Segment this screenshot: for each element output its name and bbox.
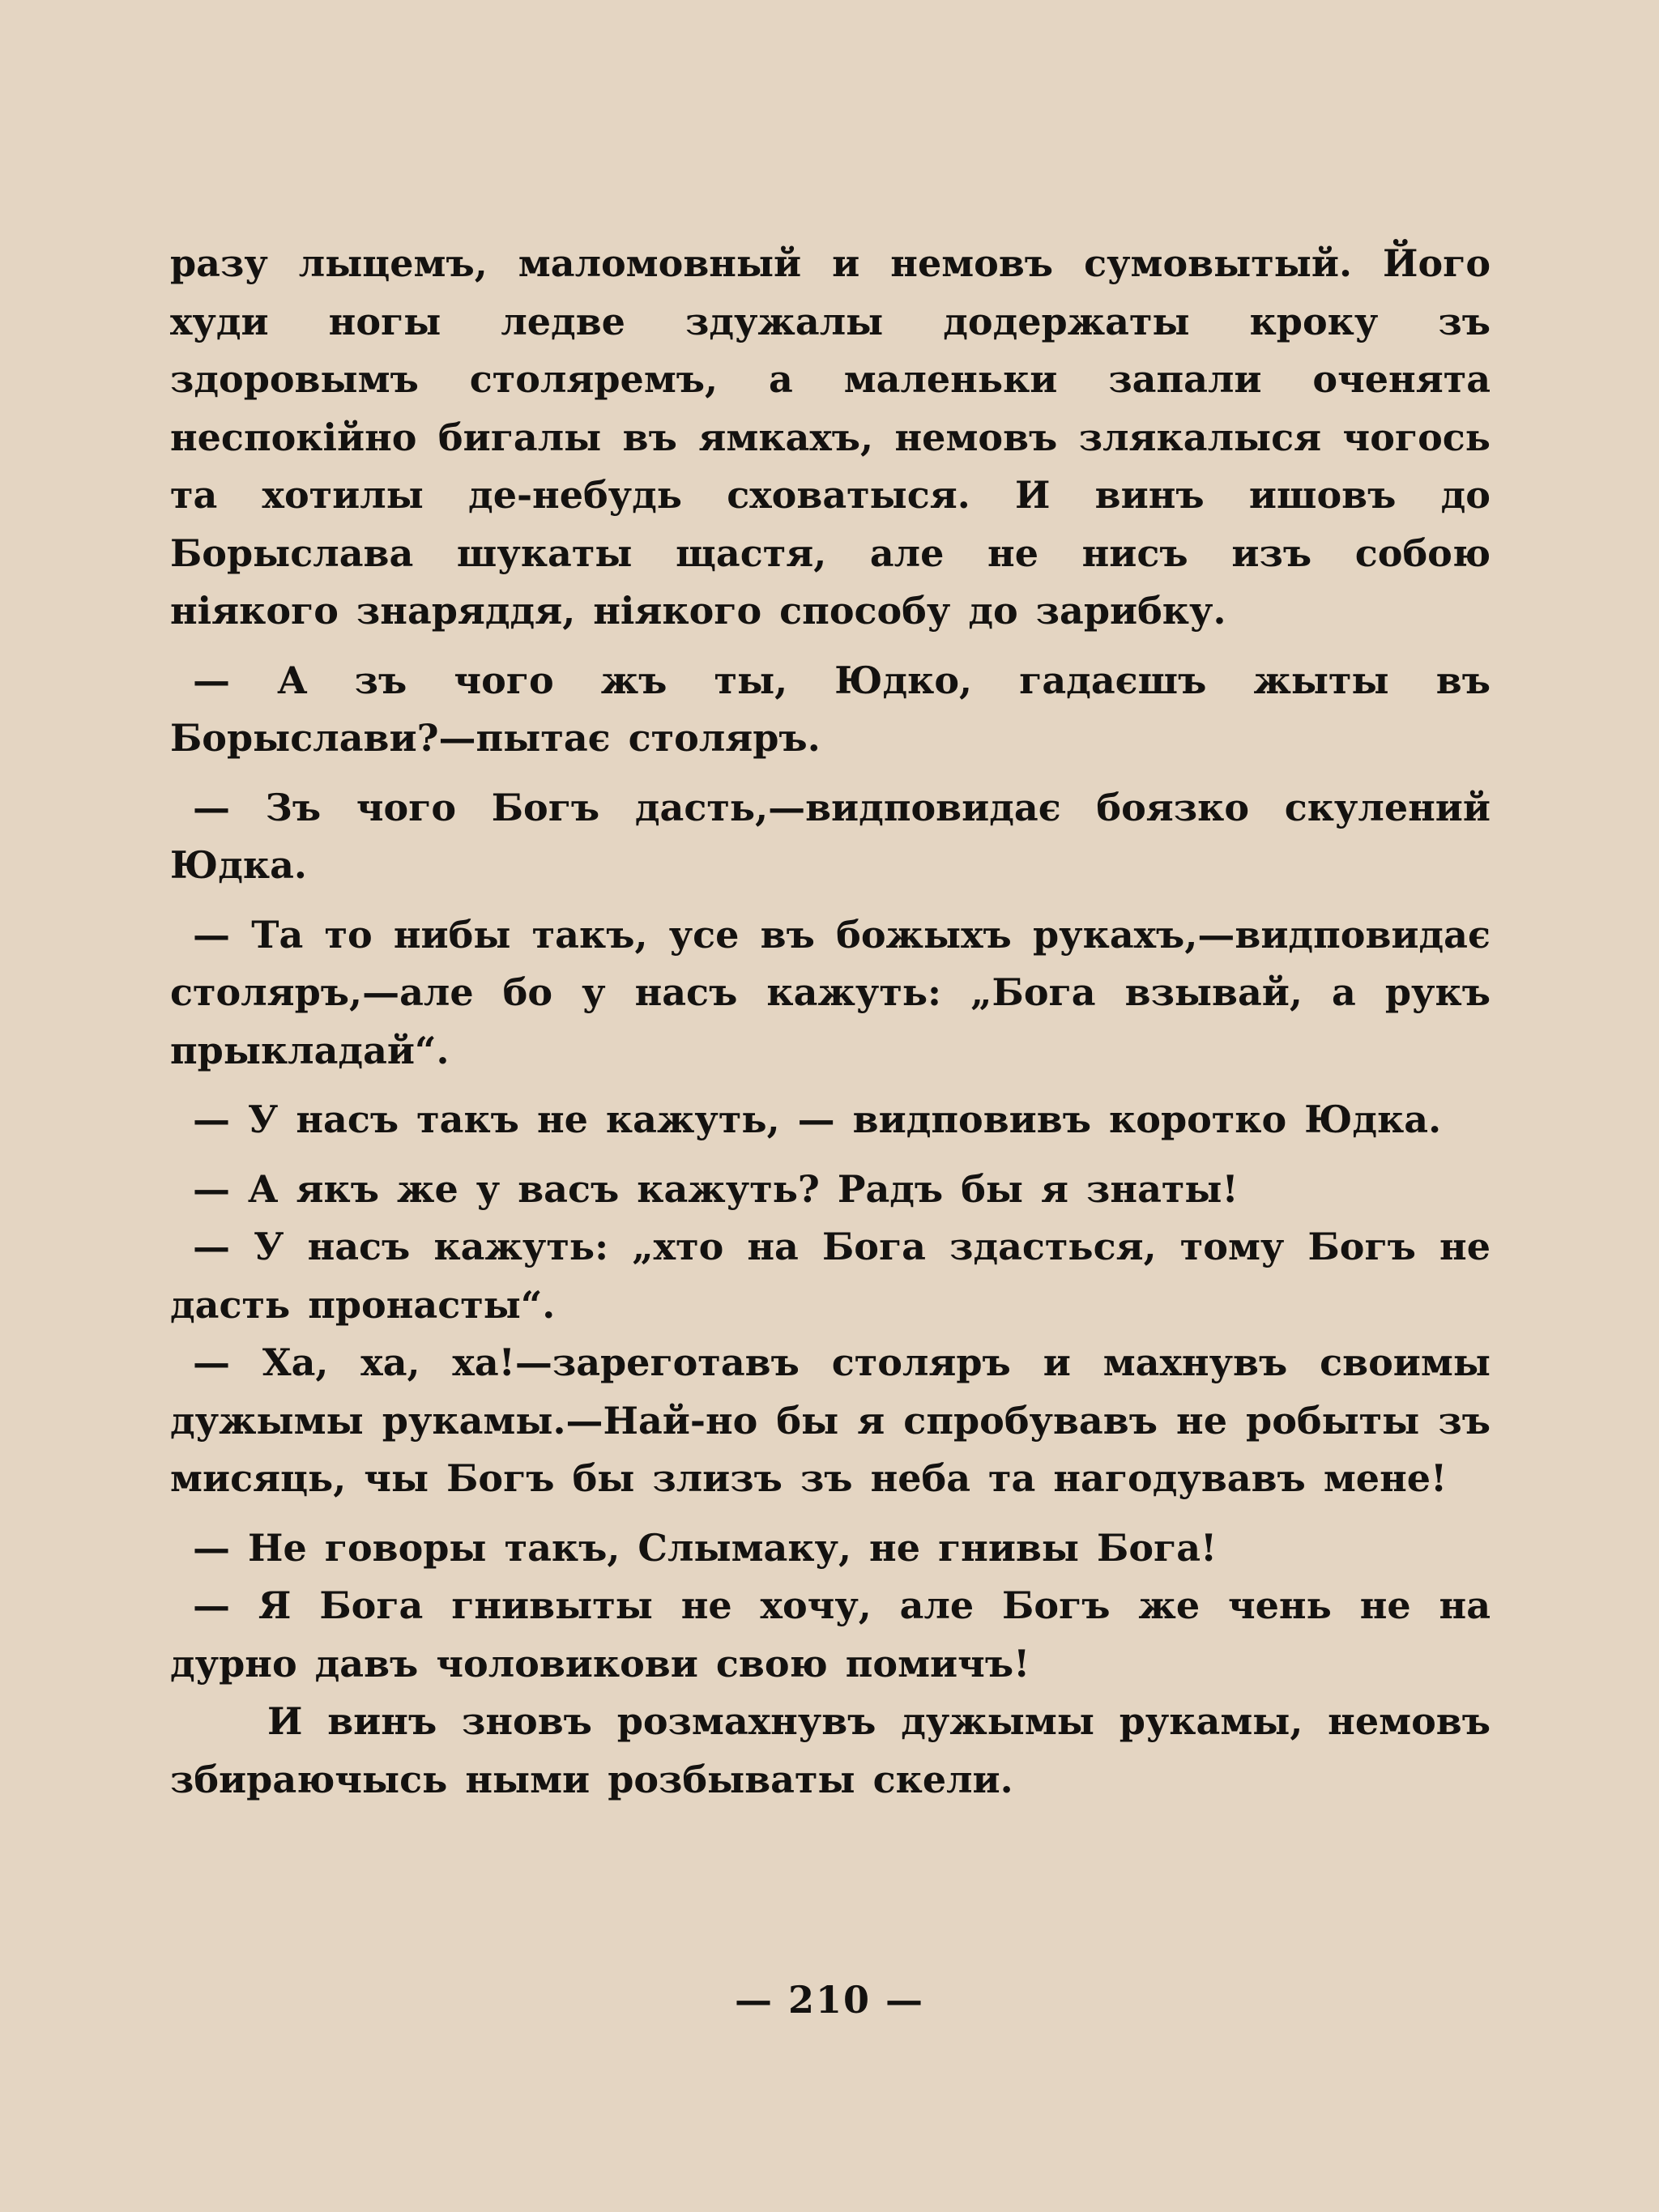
dialogue-line: — У насъ кажуть: „хто на Бога здасться, тому Богъ не дасть пронасты“. (170, 1225, 1491, 1327)
dialogue-line: — А якъ же у васъ кажуть? Радъ бы я знаты! (193, 1166, 1239, 1211)
paragraph-continuation: разу лыцемъ, маломовный и немовъ сумовытый. Його худи ногы ледве здужалы додержаты кроку зъ здоровымъ столяремъ, а маленьки запали оченята неспокійно бигалы въ ямкахъ, немовъ злякалыся чогось та хотилы де-небудь сховатыся. И винъ ишовъ до Борыслава шукаты щастя, але не нисъ изъ собою ніякого знаряддя, ніякого способу до зарибку. (170, 241, 1491, 633)
narrative-paragraph: И винъ зновъ розмахнувъ дужымы рукамы, немовъ збираючысь ными розбываты скели. (170, 1699, 1491, 1801)
dialogue-line: — Зъ чого Богъ дасть,—видповидає боязко скулений Юдка. (170, 785, 1491, 887)
page-body (170, 235, 1491, 1809)
dialogue-line: — Ха, ха, ха!—зареготавъ столяръ и махнувъ своимы дужымы рукамы.—Най-но бы я спробувавъ не робыты зъ мисяць, чы Богъ бы злизъ зъ неба та нагодувавъ мене! (170, 1340, 1491, 1500)
dialogue-line: — Та то нибы такъ, усе въ божыхъ рукахъ,—видповидає столяръ,—але бо у насъ кажуть: „Бога взывай, а рукъ прыкладай“. (170, 912, 1491, 1072)
dialogue-line: — Не говоры такъ, Слымаку, не гнивы Бога! (193, 1525, 1218, 1570)
dialogue-line: — А зъ чого жъ ты, Юдко, гадаєшъ жыты въ Борыслави?—пытає столяръ. (170, 658, 1491, 760)
dialogue-line: — Я Бога гнивыты не хочу, але Богъ же чень не на дурно давъ чоловикови свою помичъ! (170, 1583, 1491, 1686)
dialogue-line: — У насъ такъ не кажуть, — видповивъ коротко Юдка. (193, 1097, 1442, 1141)
page-number: — 210 — (734, 1978, 925, 2022)
